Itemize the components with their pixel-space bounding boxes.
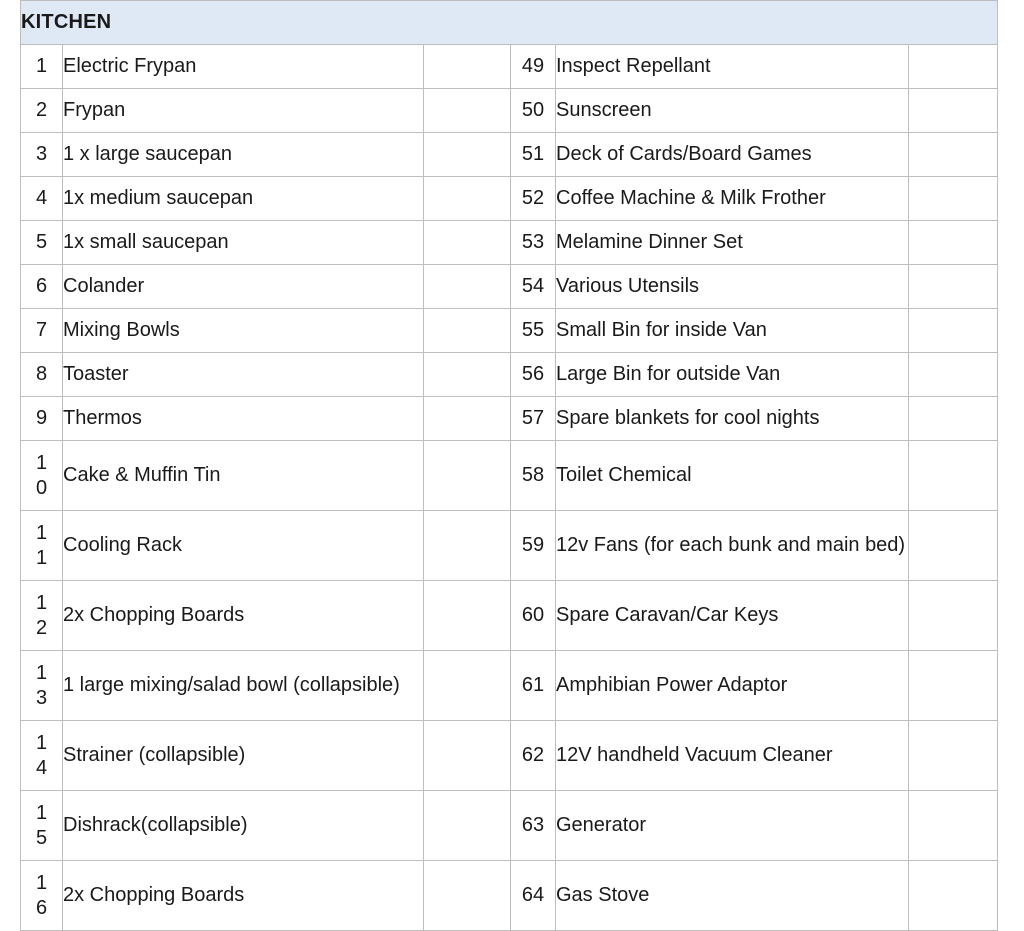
item-name: Toilet Chemical [556,441,909,511]
item-number-text: 58 [521,464,545,486]
table-row [21,221,998,265]
item-number-text: 6 [35,275,48,297]
table-row [21,89,998,133]
item-number-text: 11 [35,521,48,569]
item-number-text: 5 [35,231,48,253]
item-number [21,221,63,265]
item-number-text: 60 [521,604,545,626]
checkbox-cell[interactable] [909,309,998,353]
table-row [21,581,998,651]
item-number [511,651,556,721]
item-name: 2x Chopping Boards [63,581,424,651]
checkbox-cell[interactable] [909,45,998,89]
item-number [511,353,556,397]
item-name: Coffee Machine & Milk Frother [556,177,909,221]
item-name: 1x medium saucepan [63,177,424,221]
checkbox-cell[interactable] [424,581,511,651]
section-header-kitchen: KITCHEN [21,1,998,45]
item-name: Spare blankets for cool nights [556,397,909,441]
item-number-text: 52 [521,187,545,209]
item-name: 1 x large saucepan [63,133,424,177]
item-name: Inspect Repellant [556,45,909,89]
checkbox-cell[interactable] [909,221,998,265]
checklist-rows [21,45,998,931]
item-number [21,309,63,353]
item-number-text: 7 [35,319,48,341]
item-name: Cooling Rack [63,511,424,581]
item-number [21,511,63,581]
checkbox-cell[interactable] [909,441,998,511]
item-number-text: 16 [35,871,48,919]
item-name: 1 large mixing/salad bowl (collapsible) [63,651,424,721]
item-name: Strainer (collapsible) [63,721,424,791]
table-row [21,397,998,441]
item-number [21,89,63,133]
item-number [21,265,63,309]
checkbox-cell[interactable] [909,177,998,221]
item-number-text: 59 [521,534,545,556]
checkbox-cell[interactable] [909,89,998,133]
item-name: Gas Stove [556,861,909,931]
item-name: 1x small saucepan [63,221,424,265]
item-number-text: 15 [35,801,48,849]
checkbox-cell[interactable] [424,353,511,397]
item-number [511,309,556,353]
item-number-text: 62 [521,744,545,766]
table-row [21,721,998,791]
item-number [511,177,556,221]
item-name: 12V handheld Vacuum Cleaner [556,721,909,791]
item-number [21,133,63,177]
item-name: Electric Frypan [63,45,424,89]
checkbox-cell[interactable] [909,265,998,309]
item-name: Amphibian Power Adaptor [556,651,909,721]
checkbox-cell[interactable] [424,265,511,309]
item-name: Deck of Cards/Board Games [556,133,909,177]
table-row [21,791,998,861]
item-name: Various Utensils [556,265,909,309]
item-name: Generator [556,791,909,861]
item-number-text: 53 [521,231,545,253]
checkbox-cell[interactable] [909,721,998,791]
item-number-text: 55 [521,319,545,341]
table-row [21,441,998,511]
item-name: 12v Fans (for each bunk and main bed) [556,511,909,581]
item-number-text: 54 [521,275,545,297]
checkbox-cell[interactable] [909,133,998,177]
checkbox-cell[interactable] [424,791,511,861]
item-name: Mixing Bowls [63,309,424,353]
checkbox-cell[interactable] [909,397,998,441]
item-number [511,221,556,265]
item-number-text: 3 [35,143,48,165]
item-number [21,861,63,931]
checkbox-cell[interactable] [909,353,998,397]
kitchen-checklist-table [20,0,998,931]
checkbox-cell[interactable] [424,309,511,353]
item-name: Melamine Dinner Set [556,221,909,265]
item-number [21,441,63,511]
item-name: Thermos [63,397,424,441]
item-number-text: 8 [35,363,48,385]
item-number [21,397,63,441]
table-row [21,177,998,221]
table-row [21,309,998,353]
item-number [21,353,63,397]
item-name: Dishrack(collapsible) [63,791,424,861]
item-number-text: 57 [521,407,545,429]
item-number [511,861,556,931]
checkbox-cell[interactable] [424,397,511,441]
item-number [21,791,63,861]
item-number [511,265,556,309]
item-number-text: 64 [521,884,545,906]
item-number-text: 61 [521,674,545,696]
item-number-text: 51 [521,143,545,165]
table-row [21,353,998,397]
table-row [21,861,998,931]
item-number-text: 4 [35,187,48,209]
item-number [511,791,556,861]
item-number-text: 9 [35,407,48,429]
item-number [511,89,556,133]
checkbox-cell[interactable] [909,581,998,651]
table-row [21,133,998,177]
item-number [21,177,63,221]
checkbox-cell[interactable] [424,133,511,177]
item-number [21,721,63,791]
item-number [511,581,556,651]
item-number [21,651,63,721]
checkbox-cell[interactable] [424,177,511,221]
checkbox-cell[interactable] [424,45,511,89]
item-name: Sunscreen [556,89,909,133]
item-number-text: 56 [521,363,545,385]
item-number-text: 14 [35,731,48,779]
item-number [511,397,556,441]
table-row [21,45,998,89]
item-name: Large Bin for outside Van [556,353,909,397]
table-row [21,651,998,721]
checkbox-cell[interactable] [424,89,511,133]
item-number-text: 2 [35,99,48,121]
item-number-text: 49 [521,55,545,77]
item-number [511,721,556,791]
checkbox-cell[interactable] [909,861,998,931]
item-number-text: 10 [35,451,48,499]
checkbox-cell[interactable] [909,511,998,581]
item-name: Small Bin for inside Van [556,309,909,353]
checkbox-cell[interactable] [909,791,998,861]
item-number [511,45,556,89]
table-row [21,265,998,309]
item-name: Colander [63,265,424,309]
item-number-text: 63 [521,814,545,836]
item-name: Spare Caravan/Car Keys [556,581,909,651]
item-number-text: 50 [521,99,545,121]
checkbox-cell[interactable] [424,511,511,581]
item-name: Toaster [63,353,424,397]
checkbox-cell[interactable] [424,651,511,721]
checkbox-cell[interactable] [424,221,511,265]
checkbox-cell[interactable] [424,441,511,511]
item-number [21,581,63,651]
item-number-text: 12 [35,591,48,639]
checkbox-cell[interactable] [909,651,998,721]
item-number-text: 1 [35,55,48,77]
item-number-text: 13 [35,661,48,709]
item-name: 2x Chopping Boards [63,861,424,931]
table-row [21,511,998,581]
checkbox-cell[interactable] [424,721,511,791]
item-name: Frypan [63,89,424,133]
item-number [511,441,556,511]
item-number [511,133,556,177]
checkbox-cell[interactable] [424,861,511,931]
item-number [21,45,63,89]
item-number [511,511,556,581]
item-name: Cake & Muffin Tin [63,441,424,511]
